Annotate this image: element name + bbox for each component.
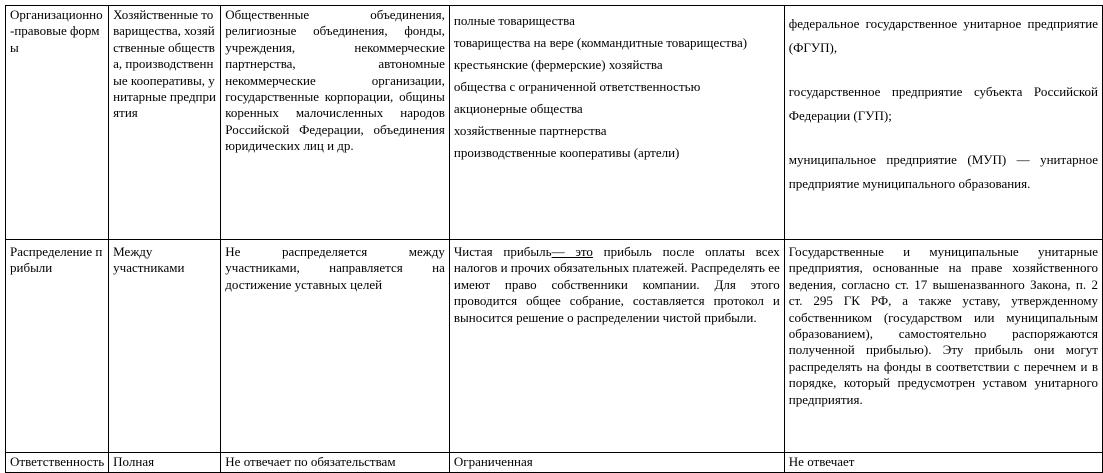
net-profit-dash: — это [551,244,593,259]
row3-col1-cell [6,453,109,473]
list-item: общества с ограниченной ответственностью [453,79,701,94]
commercial-liability-text: Полная [113,454,155,469]
list-item: федеральное государственное унитарное предприятие (ФГУП), [788,16,1098,55]
noncommercial-forms-text: Общественные объединения, религиозные объединения, фонды, учреждения, некоммерческие партнерства, автономные некоммерческие организации, государственные корпорации, общины коренных малочисленных народов Российской Федерации, объединения юридических лиц и др. [225,7,445,154]
net-profit-term: Чистая прибыль [453,244,552,259]
noncommercial-distribution-text: Не распределяется между участниками, направляется на достижение уставных целей [225,244,445,292]
row2-col4-cell [449,240,784,453]
table-row [6,6,1103,240]
list-item: производственные кооперативы (артели) [453,145,680,160]
list-item: товарищества на вере (коммандитные товарищества) [453,35,748,50]
list-item: крестьянские (фермерские) хозяйства [453,57,663,72]
row3-col3-cell [221,453,450,473]
noncommercial-liability-text: Не отвечает по обязательствам [225,454,396,469]
list-item: муниципальное предприятие (МУП) — унитарное предприятие муниципального образования. [788,152,1098,191]
list-item: акционерные общества [453,101,583,116]
comparison-table [5,5,1103,473]
row1-col4-cell [449,6,784,240]
table-row [6,240,1103,453]
row3-col5-cell [784,453,1102,473]
unitary-distribution-text: Государственные и муниципальные унитарные предприятия, основанные на праве хозяйственного ведения, согласно ст. 17 вышеназванного Закона, п. 2 ст. 295 ГК РФ, а также уставу, утвержденному собственником (государством или муниципальным образованием), самостоятельно распоряжаются полученной прибылью). Эту прибыль они могут распределять на фонды в соответствии с перечнем и в порядке, который предусмотрен уставом унитарного предприятия. [788,244,1098,407]
row1-col2-cell [109,6,221,240]
commercial-distribution-text: Между участниками [113,244,185,276]
row3-col4-cell [449,453,784,473]
table-row [6,453,1103,473]
spacer [789,60,1098,80]
liability-label: Ответственность [10,454,105,469]
commercial-forms-text: Хозяйственные товарищества, хозяйственные общества, производственные кооперативы, унитарные предприятия [113,7,216,121]
spacer [789,128,1098,148]
distribution-label: Распределение прибыли [10,244,103,276]
row1-col5-cell [784,6,1102,240]
row2-col1-cell [6,240,109,453]
list-item: полные товарищества [453,13,575,28]
row1-col3-cell [221,6,450,240]
net-profit-definition: прибыль после оплаты всех налогов и прочих обязательных платежей. Распределять ее имеют право собственники компании. Для этого проводится общее собрание, составляется протокол и выносится решение о распределении чистой прибыли. [453,244,780,325]
row1-col1-cell [6,6,109,240]
list-item: хозяйственные партнерства [453,123,607,138]
row2-col2-cell [109,240,221,453]
form-label: Организационно-правовые формы [10,7,103,55]
unitary-liability-text: Не отвечает [788,454,855,469]
row2-col5-cell [784,240,1102,453]
partnership-liability-text: Ограниченная [453,454,533,469]
list-item: государственное предприятие субъекта Российской Федерации (ГУП); [788,84,1098,123]
row2-col3-cell [221,240,450,453]
row3-col2-cell [109,453,221,473]
